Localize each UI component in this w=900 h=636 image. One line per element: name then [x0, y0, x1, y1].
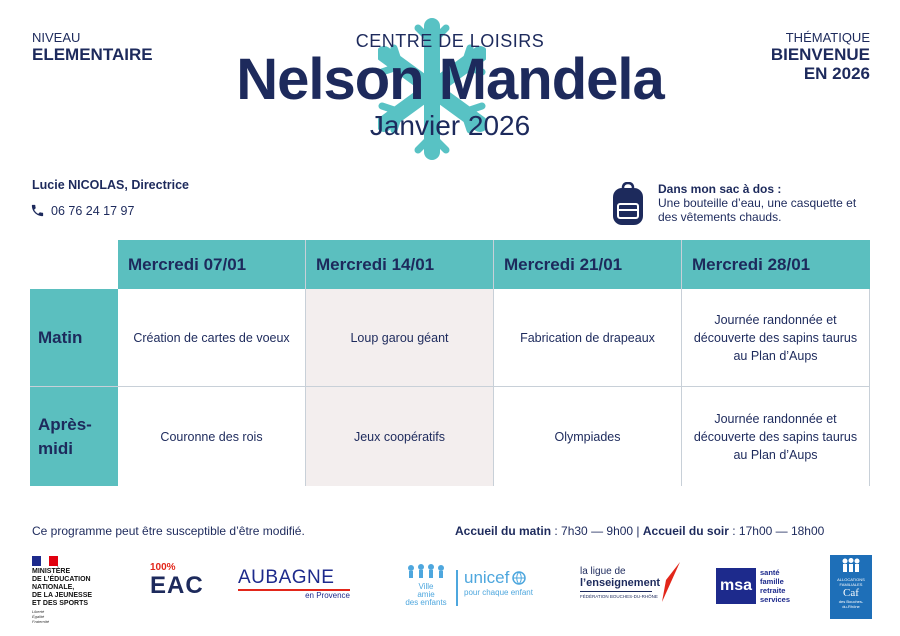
theme-block: [771, 30, 870, 83]
ligue-flag-icon: [650, 562, 682, 602]
ministere-line: DE L’ÉDUCATION: [32, 576, 91, 583]
morning-label: Accueil du matin: [455, 524, 552, 538]
phone-icon: [30, 203, 45, 218]
eac-logo: [150, 562, 204, 608]
caf-logo: [830, 555, 872, 619]
msa-line: services: [760, 595, 791, 604]
backpack-title: Dans mon sac à dos :: [658, 182, 782, 196]
caf-text: Caf: [843, 587, 859, 599]
backpack-note: [658, 182, 888, 224]
ligue-line-1: la ligue de: [580, 566, 626, 577]
director-name: Lucie NICOLAS, Directrice: [32, 178, 189, 192]
table-cell: Fabrication de drapeaux: [494, 289, 682, 387]
column-header: Mercredi 14/01: [306, 240, 494, 289]
unicef-logo: [464, 568, 540, 608]
eac-text: EAC: [150, 572, 204, 599]
ligue-logo: [580, 566, 688, 612]
msa-mark: msa: [716, 568, 756, 604]
ministere-line: NATIONALE,: [32, 584, 75, 591]
ministere-line: ET DES SPORTS: [32, 600, 89, 607]
ministere-line: MINISTÈRE: [32, 568, 71, 575]
row-label-text: Après-midi: [38, 414, 92, 458]
table-cell: Création de cartes de voeux: [118, 289, 306, 387]
aubagne-sub: en Provence: [305, 591, 350, 600]
caf-family-icon: [841, 558, 861, 572]
ministere-motto: Fraternité: [32, 619, 50, 624]
ville-amie-line: amie: [417, 590, 435, 599]
globe-icon: [512, 571, 526, 585]
column-header: Mercredi 28/01: [682, 240, 870, 289]
theme-label: THÉMATIQUE: [785, 30, 870, 45]
msa-logo: [716, 568, 804, 608]
ministere-logo: [32, 556, 112, 626]
ligue-sub: FÉDÉRATION BOUCHES-DU-RHÔNE: [580, 594, 658, 599]
table-cell: Couronne des rois: [118, 387, 306, 486]
table-cell: Olympiades: [494, 387, 682, 486]
theme-line-2: EN 2026: [803, 64, 870, 83]
marianne-flag-icon: [32, 556, 58, 566]
caf-line: ALLOCATIONS: [837, 577, 865, 582]
msa-line: retraite: [760, 586, 786, 595]
phone-number[interactable]: 06 76 24 17 97: [51, 203, 135, 218]
ministere-line: DE LA JEUNESSE: [32, 592, 93, 599]
theme-line-1: BIENVENUE: [770, 45, 870, 64]
backpack-icon: [610, 182, 646, 226]
column-header: Mercredi 07/01: [118, 240, 306, 289]
row-label-apres-midi: [30, 387, 118, 486]
ligue-line-2: l’enseignement: [580, 577, 661, 589]
month-label: Janvier 2026: [369, 110, 531, 141]
msa-line: santé: [760, 568, 780, 577]
table-cell: Loup garou géant: [306, 289, 494, 387]
msa-line: famille: [760, 577, 784, 586]
ministere-motto: Égalité: [32, 614, 45, 619]
level-label: NIVEAU: [32, 30, 81, 45]
caf-line: FAMILIALES: [839, 582, 863, 587]
ville-amie-line: Ville: [418, 582, 434, 591]
row-label-matin: Matin: [30, 289, 118, 387]
disclaimer-note: Ce programme peut être susceptible d’être modifié.: [32, 524, 305, 538]
level-value: ELEMENTAIRE: [32, 45, 153, 64]
center-label: CENTRE DE LOISIRS: [355, 31, 545, 51]
morning-time: : 7h30 — 9h00 |: [551, 524, 643, 538]
aubagne-logo: [238, 568, 358, 608]
ministere-motto: Liberté: [32, 609, 45, 614]
schedule-table: [30, 240, 870, 486]
unicef-text: unicef: [464, 568, 510, 587]
caf-sub: des Bouches-: [838, 599, 864, 604]
table-cell: Jeux coopératifs: [306, 387, 494, 486]
backpack-line-2: des vêtements chauds.: [658, 210, 782, 224]
caf-sub: du-Rhône: [842, 604, 860, 609]
evening-time: : 17h00 — 18h00: [728, 524, 825, 538]
phone-row: [30, 203, 134, 218]
backpack-line-1: Une bouteille d’eau, une casquette et: [658, 196, 857, 210]
opening-hours: [455, 524, 824, 538]
ville-amie-logo: [398, 564, 454, 612]
table-cell: Journée randonnée et découverte des sapins taurus au Plan d’Aups: [682, 387, 870, 486]
eac-percent: 100%: [150, 562, 176, 573]
column-header: Mercredi 21/01: [494, 240, 682, 289]
table-cell: Journée randonnée et découverte des sapins taurus au Plan d’Aups: [682, 289, 870, 387]
page-title: Nelson Mandela: [236, 47, 664, 112]
unicef-sub: pour chaque enfant: [464, 588, 533, 597]
logo-divider: [456, 570, 458, 606]
ville-amie-line: des enfants: [405, 598, 447, 607]
aubagne-text: AUBAGNE: [238, 567, 335, 588]
children-icon: [406, 564, 446, 578]
evening-label: Accueil du soir: [642, 524, 729, 538]
